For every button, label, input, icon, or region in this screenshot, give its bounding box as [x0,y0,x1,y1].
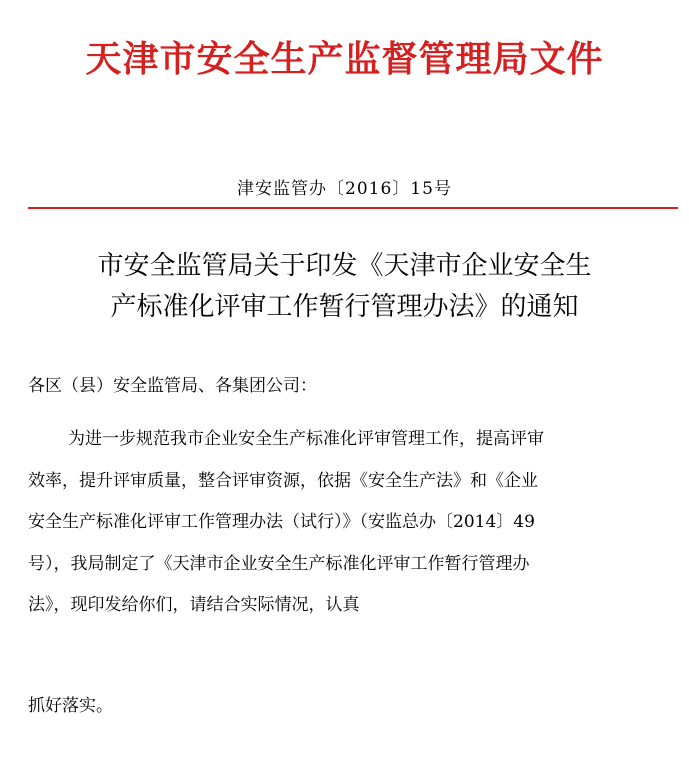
agency-header-title: 天津市安全生产监督管理局文件 [85,39,604,80]
notice-title [0,246,689,328]
body-paragraph [28,425,678,633]
body-line-4: 号），我局制定了《天津市企业安全生产标准化评审工作暂行管理办 [28,553,530,574]
document-number: 津安监管办〔2016〕15号 [237,179,452,199]
body-line-5: 法》，现印发给你们，请结合实际情况，认真 [28,595,360,615]
body-line-3: 安全生产标准化评审工作管理办法（试行）》（安监总办〔2014〕49 [28,512,535,532]
salutation: 各区（县）安全监管局、各集团公司： [28,376,317,396]
body-line-1: 为进一步规范我市企业安全生产标准化评审管理工作，提高评审 [68,429,544,449]
notice-title-line-1: 市安全监管局关于印发《天津市企业安全生 [97,251,592,281]
closing-line: 抓好落实。 [28,696,113,716]
red-divider-rule [28,207,678,209]
body-line-2: 效率，提升评审质量，整合评审资源，依据《安全生产法》和《企业 [28,470,538,491]
notice-title-line-2: 产标准化评审工作暂行管理办法》的通知 [110,292,579,322]
